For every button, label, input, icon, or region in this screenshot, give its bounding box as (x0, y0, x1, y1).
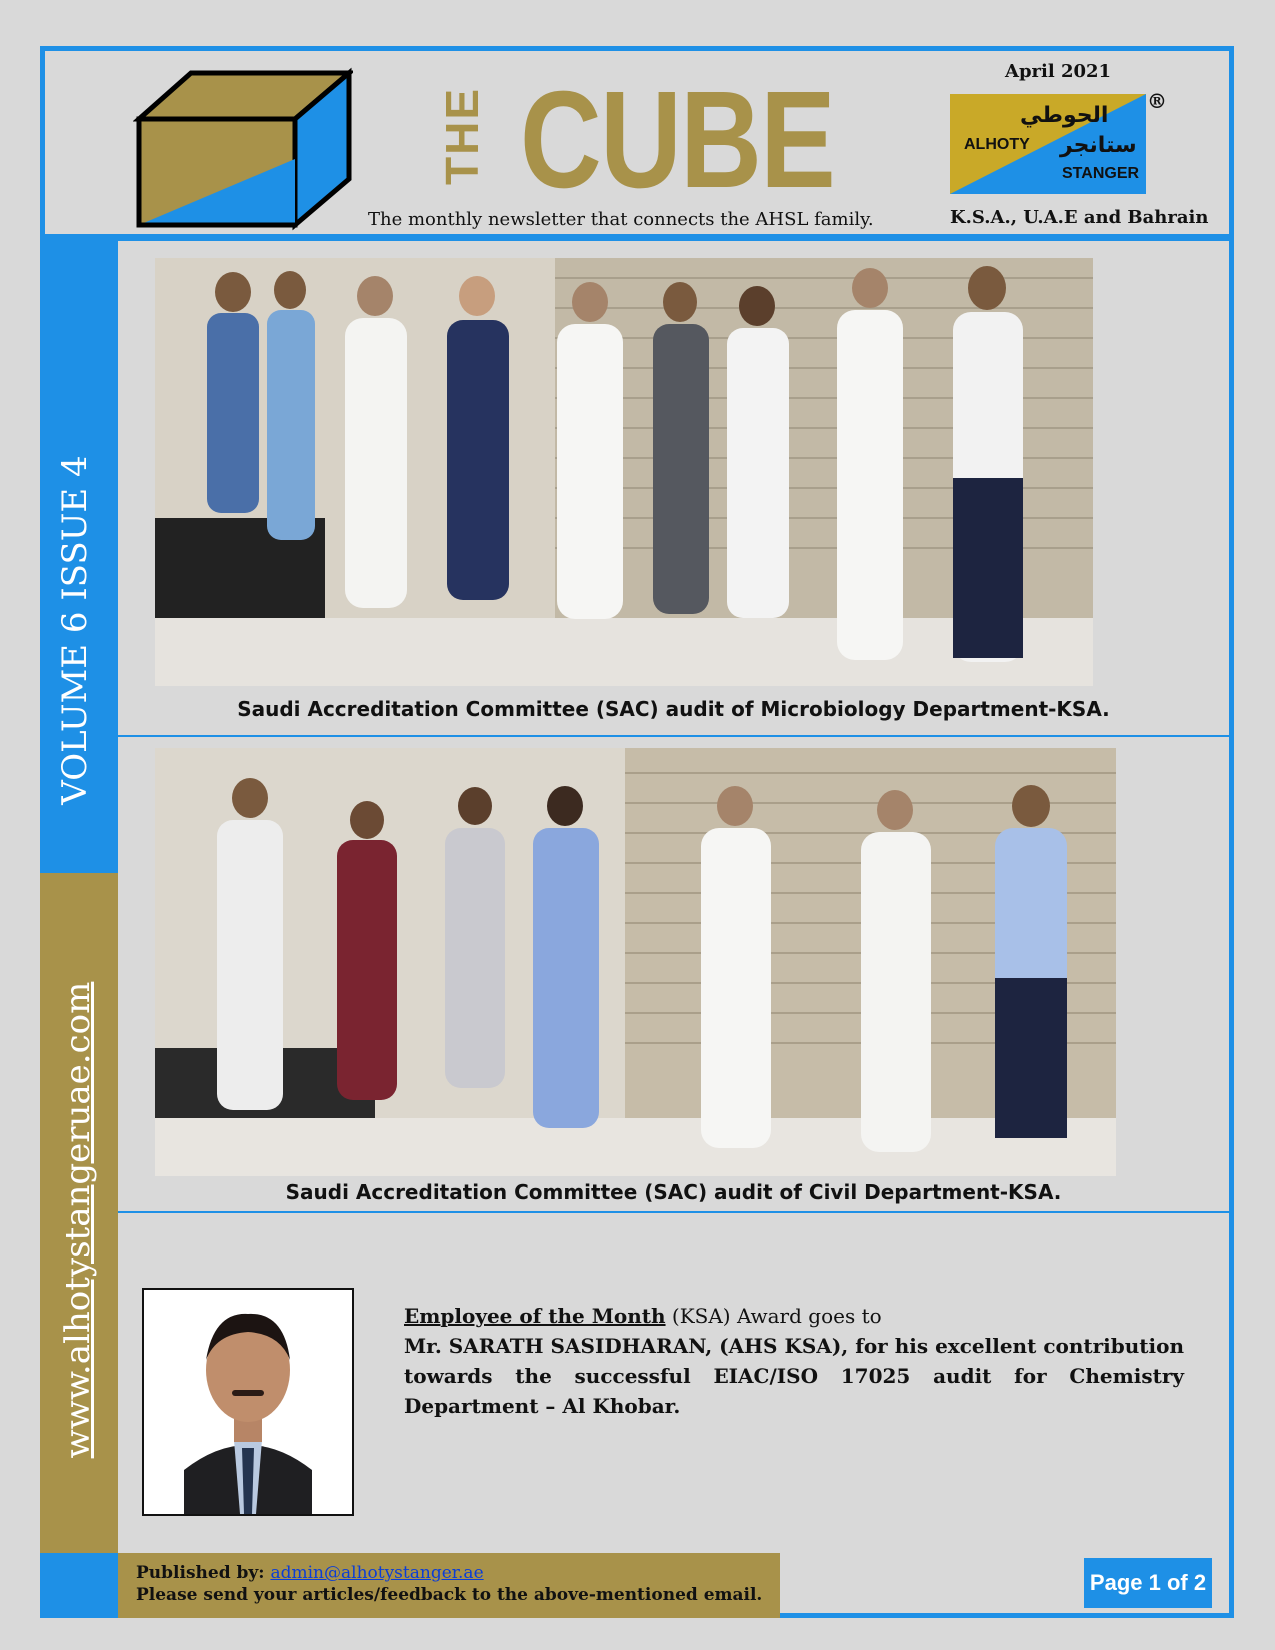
main-content (118, 248, 1229, 1553)
publisher-email-link[interactable]: admin@alhotystanger.ae (270, 1563, 484, 1583)
civil-audit-photo (155, 748, 1116, 1176)
brand-latin-1: ALHOTY (964, 136, 1030, 153)
section-divider-1 (118, 735, 1229, 737)
brand-arabic-1: الحوطي (1020, 103, 1109, 128)
feedback-note: Please send your articles/feedback to the above-mentioned email. (136, 1585, 763, 1605)
group-photo-1-image (155, 258, 1093, 686)
photo-caption-1: Saudi Accreditation Committee (SAC) audit of Microbiology Department-KSA. (237, 697, 1110, 721)
registered-mark: ® (1147, 89, 1167, 113)
issue-date: April 2021 (1005, 61, 1112, 82)
brand-arabic-2: ستانجر (1060, 133, 1137, 158)
website-link[interactable]: www.alhotystangeruae.com (58, 981, 98, 1459)
group-photo-2-image (155, 748, 1116, 1176)
cube-logo-icon (133, 67, 353, 232)
page-number-badge: Page 1 of 2 (1084, 1558, 1212, 1608)
employee-portrait (142, 1288, 354, 1516)
microbiology-audit-photo (155, 258, 1093, 686)
title-the: THE (436, 87, 488, 185)
employee-heading-rest: (KSA) Award goes to (665, 1304, 882, 1328)
photo-caption-2: Saudi Accreditation Committee (SAC) audit of Civil Department-KSA. (285, 1180, 1062, 1204)
brand-latin-2: STANGER (1062, 165, 1140, 182)
publisher-info (136, 1562, 762, 1606)
section-divider-2 (118, 1211, 1229, 1213)
portrait-image (144, 1290, 352, 1514)
sidebar-blue-footer (40, 1553, 118, 1618)
title-cube: CUBE (520, 63, 835, 217)
employee-body: Mr. SARATH SASIDHARAN, (AHS KSA), for his excellent contribution towards the successful EIAC/ISO 17025 audit for Chemistry Department – Al Khobar. (404, 1334, 1184, 1418)
alhoty-stanger-logo (950, 94, 1146, 194)
employee-heading: Employee of the Month (404, 1304, 666, 1328)
volume-issue-label: VOLUME 6 ISSUE 4 (55, 455, 95, 805)
regions-text: K.S.A., U.A.E and Bahrain (950, 207, 1209, 228)
published-by-label: Published by: (136, 1563, 271, 1583)
newsletter-tagline: The monthly newsletter that connects the AHSL family. (368, 209, 874, 230)
newsletter-header (45, 51, 1229, 241)
employee-of-month-text (404, 1301, 1184, 1421)
